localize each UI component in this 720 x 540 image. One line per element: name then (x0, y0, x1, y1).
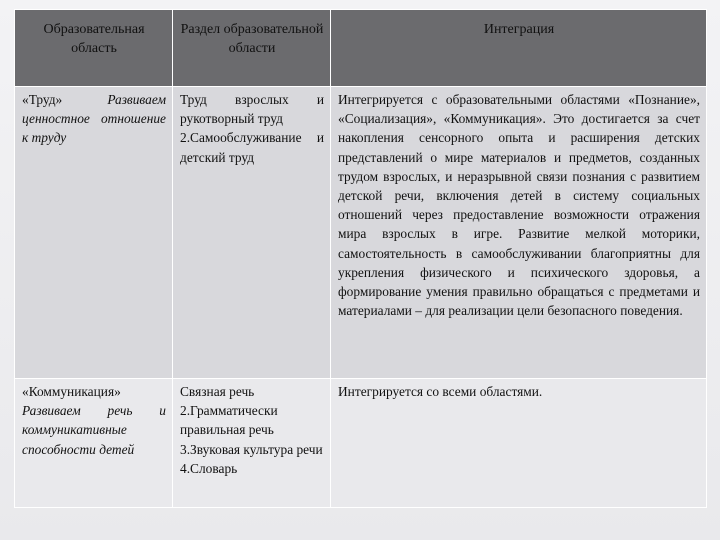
area-name: «Труд» (22, 92, 63, 107)
area-cell (15, 87, 173, 379)
integration-cell: Интегрируется со всеми областями. (331, 379, 707, 508)
integration-cell: Интегрируется с образовательными областями «Познание», «Социализация», «Коммуникация». Это достигается за счет накопления сенсорного опыта и расширения детских представлений о мире материалов и предметов, созданных трудом взрослых, и неразрывной связи познания с развитием детской речи, включения детей в систему социальных отношений через предоставление возможности отражения мира взрослых в игре. Развитие мелкой моторики, самостоятельность в самообслуживании благоприятны для укрепления физического и психического здоровья, а формирование умения правильно обращаться с предметами и материалами – для реализации цели безопасного поведения. (331, 87, 707, 379)
integration-table (14, 9, 707, 508)
table-header-row (15, 10, 707, 87)
area-name: «Коммуникация» (22, 384, 121, 399)
section-cell: Связная речь 2.Грамматически правильная речь 3.Звуковая культура речи 4.Словарь (173, 379, 331, 508)
area-goal: Развиваем ценностное отношение к труду (22, 92, 166, 146)
header-section: Раздел образовательной области (173, 10, 331, 87)
section-cell: Труд взрослых и рукотворный труд 2.Самообслуживание и детский труд (173, 87, 331, 379)
area-goal: Развиваем речь и коммуникативные способности детей (22, 403, 166, 457)
table-row (15, 379, 707, 508)
table-row (15, 87, 707, 379)
header-area: Образовательная область (15, 10, 173, 87)
header-integration: Интеграция (331, 10, 707, 87)
area-cell (15, 379, 173, 508)
